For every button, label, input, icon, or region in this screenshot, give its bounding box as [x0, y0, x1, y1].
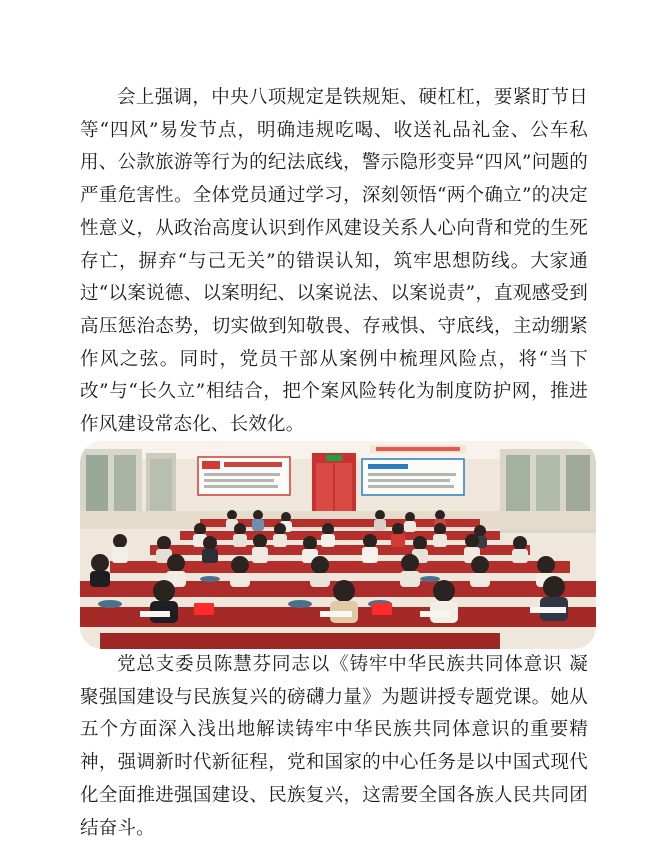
meeting-photo: [80, 441, 596, 649]
article-paragraph-1: 会上强调，中央八项规定是铁规矩、硬杠杠，要紧盯节日等“四风”易发节点，明确违规吃喝、收送礼品礼金、公车私用、公款旅游等行为的纪法底线，警示隐形变异“四风”问题的严重危害性。全体党员通过学习，深刻领悟“两个确立”的决定性意义，从政治高度认识到作风建设关系人心向背和党的生死存亡，摒弃“与己无关”的错误认知，筑牢思想防线。大家通过“以案说德、以案明纪、以案说法、以案说责”，直观感受到高压惩治态势，切实做到知敬畏、存戒惧、守底线，主动绷紧作风之弦。同时，党员干部从案例中梳理风险点，将“当下改”与“长久立”相结合，把个案风险转化为制度防护网，推进作风建设常态化、长效化。: [80, 87, 588, 436]
wall-banner-right: [362, 459, 464, 495]
article-paragraph-2: 党总支委员陈慧芬同志以《铸牢中华民族共同体意识 凝聚强国建设与民族复兴的磅礴力量》为题讲授专题党课。她从五个方面深入浅出地解读铸牢中华民族共同体意识的重要精神，强调新时代新征程，党和国家的中心任务是以中国式现代化全面推进强国建设、民族复兴，这需要全国各族人民共同团结奋斗。: [80, 654, 588, 839]
wall-banner-left: [198, 457, 290, 495]
